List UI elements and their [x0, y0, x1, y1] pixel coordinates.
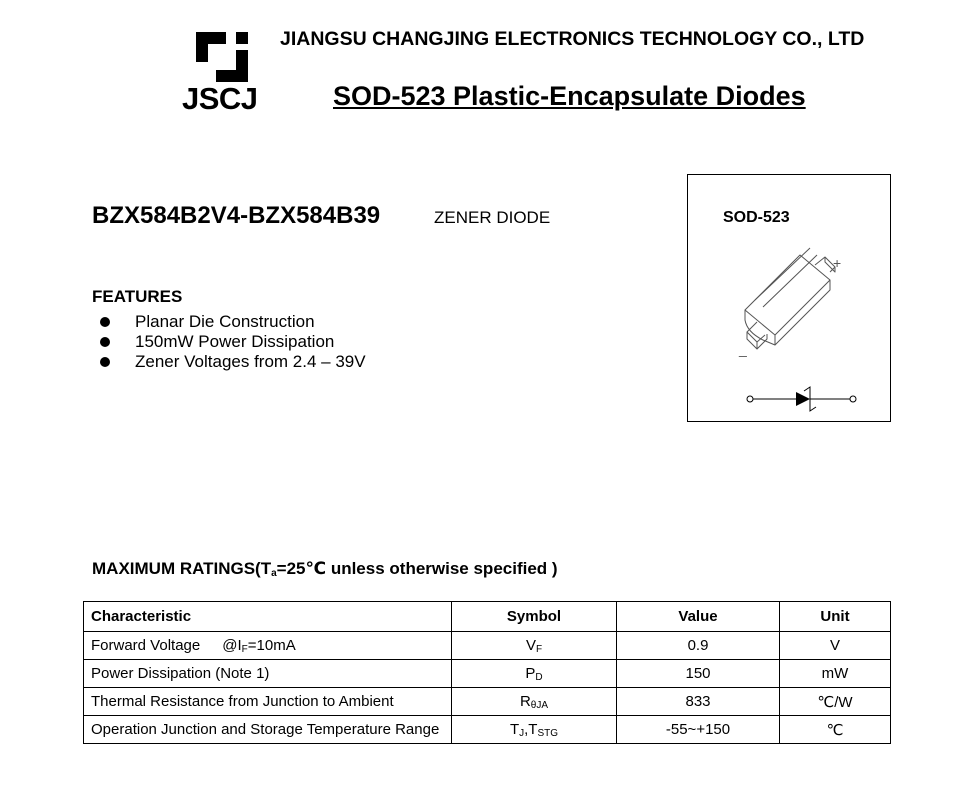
feature-text: 150mW Power Dissipation — [135, 332, 335, 351]
ratings-table — [83, 601, 891, 744]
condition-pre: @I — [222, 636, 242, 654]
characteristic-cell: Operation Junction and Storage Temperature Range — [84, 716, 452, 744]
symbol-subscript-2: STG — [537, 727, 559, 739]
part-number: BZX584B2V4-BZX584B39 — [92, 202, 381, 229]
symbol-text: P — [525, 664, 536, 682]
ratings-heading-text-end: =25℃ unless otherwise specified ) — [276, 559, 558, 578]
symbol-subscript: D — [535, 671, 543, 683]
zener-diode-symbol-icon — [740, 382, 864, 416]
unit-cell: ℃/W — [780, 688, 891, 716]
symbol-text: T — [509, 720, 520, 738]
symbol-cell — [452, 688, 617, 716]
bullet-icon — [100, 357, 110, 367]
package-outline-icon — [735, 240, 855, 370]
column-header-characteristic: Characteristic — [84, 602, 452, 632]
features-heading: FEATURES — [92, 287, 183, 306]
symbol-subscript: J — [519, 727, 525, 739]
symbol-cell — [452, 716, 617, 744]
unit-cell: mW — [780, 660, 891, 688]
feature-text: Planar Die Construction — [135, 312, 315, 331]
company-name: JIANGSU CHANGJING ELECTRONICS TECHNOLOGY CO., LTD — [280, 28, 865, 50]
minus-sign: _ — [739, 341, 747, 357]
value-cell: 0.9 — [617, 632, 780, 660]
condition-subscript: F — [241, 643, 248, 655]
table-header-row — [84, 602, 891, 632]
condition-text — [222, 637, 295, 654]
value-cell: 150 — [617, 660, 780, 688]
feature-item — [100, 332, 366, 352]
company-logo-icon — [196, 32, 250, 82]
bullet-icon — [100, 337, 110, 347]
plus-sign: + — [833, 255, 842, 271]
feature-item — [100, 312, 366, 332]
characteristic-text: Forward Voltage — [91, 636, 201, 654]
unit-cell: V — [780, 632, 891, 660]
characteristic-cell: Thermal Resistance from Junction to Ambient — [84, 688, 452, 716]
column-header-symbol: Symbol — [452, 602, 617, 632]
value-cell: -55~+150 — [617, 716, 780, 744]
table-row — [84, 688, 891, 716]
feature-item — [100, 352, 366, 372]
value-cell: 833 — [617, 688, 780, 716]
characteristic-cell: Power Dissipation (Note 1) — [84, 660, 452, 688]
ratings-heading-text: MAXIMUM RATINGS(T — [92, 559, 272, 578]
bullet-icon — [100, 317, 110, 327]
characteristic-cell — [84, 632, 452, 660]
symbol-subscript: θJA — [530, 699, 549, 711]
symbol-cell — [452, 632, 617, 660]
part-type: ZENER DIODE — [434, 208, 551, 227]
logo-text: JSCJ — [182, 81, 258, 116]
feature-list — [100, 312, 366, 372]
feature-text: Zener Voltages from 2.4 – 39V — [135, 352, 366, 371]
ratings-heading-subscript: a — [271, 568, 277, 579]
symbol-cell — [452, 660, 617, 688]
symbol-text: V — [525, 636, 536, 654]
column-header-unit: Unit — [780, 602, 891, 632]
condition-post: =10mA — [247, 636, 296, 654]
table-row — [84, 632, 891, 660]
table-row — [84, 660, 891, 688]
table-row — [84, 716, 891, 744]
document-title: SOD-523 Plastic-Encapsulate Diodes — [333, 81, 806, 111]
ratings-heading — [92, 559, 558, 584]
symbol-subscript: F — [535, 643, 543, 655]
unit-cell: ℃ — [780, 716, 891, 744]
package-label: SOD-523 — [723, 209, 790, 226]
column-header-value: Value — [617, 602, 780, 632]
symbol-text-mid: ,T — [524, 720, 538, 738]
symbol-text: R — [519, 692, 531, 710]
